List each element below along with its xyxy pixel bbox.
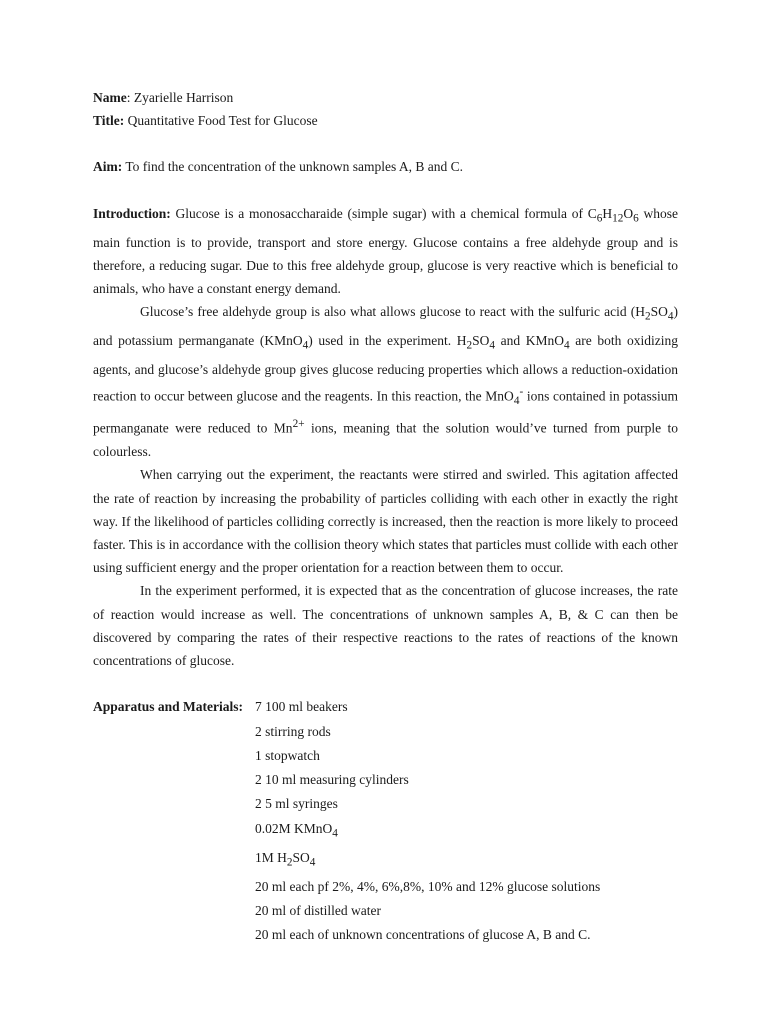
item-text: SO [292,849,310,865]
intro-paragraph-1 [93,202,678,301]
intro-paragraph-3: When carrying out the experiment, the reactants were stirred and swirled. This agitation affected the rate of reaction by increasing the probability of particles colliding with each other in exactly the right way. If the likelihood of particles colliding correctly is increased, then the reaction is more likely to proceed faster. This is in accordance with the collision theory which states that particles must collide with each other using sufficient energy and the proper orientation for a reaction between them to occur. [93,467,678,576]
superscript: 2+ [292,418,305,431]
spacer [93,132,678,155]
subscript: 12 [612,212,624,225]
name-line [93,86,678,109]
intro-text: H [602,205,613,221]
intro-text: SO [650,304,668,320]
subscript: 4 [667,310,674,323]
apparatus-label: Apparatus and Materials: [93,699,244,715]
intro-text: ions, meaning that the solution would’ve turned from purple to colourless. [93,420,678,460]
title-line [93,109,678,132]
intro-text: Glucose’s free aldehyde group is also what allows glucose to react with the sulfuric acid (H [140,304,645,320]
intro-text: ) and potassium permanganate (KMnO [93,304,678,348]
subscript: 4 [302,339,309,352]
intro-text: and KMnO [494,333,564,348]
spacer [93,179,678,202]
intro-text: are both oxidizing agents, and glucose’s aldehyde group gives glucose reducing properties which allows a reduction-oxidation reaction to occur between glucose and the reagents. In this reaction, the MnO [93,333,678,404]
title-label: Title: [93,113,125,129]
intro-text: SO [472,333,490,348]
list-item [255,817,600,846]
subscript: 6 [596,212,603,225]
subscript: 2 [286,856,293,869]
subscript: 4 [489,339,495,352]
subscript: 4 [564,339,570,352]
superscript: - [519,386,524,399]
intro-text: ) used in the experiment. H [308,333,467,348]
aim-label: Aim: [93,159,123,175]
spacer [93,672,678,695]
apparatus-section [93,695,678,947]
list-item: 2 stirring rods [255,723,331,739]
intro-paragraph-2 [93,300,678,463]
item-text: 0.02M KMnO [255,820,333,836]
intro-text: Glucose is a monosaccharaide (simple sugar) with a chemical formula of C [170,205,597,221]
subscript: 4 [309,856,316,869]
intro-paragraph-4: In the experiment performed, it is expected that as the concentration of glucose increases, the rate of reaction would increase as well. The concentrations of unknown samples A, B, & C can then be discovered by comparing the rates of their respective reactions to the rates of reactions of the known concentrations of glucose. [93,583,678,669]
list-item: 20 ml each of unknown concentrations of glucose A, B and C. [255,927,591,943]
list-item: 2 10 ml measuring cylinders [255,772,409,788]
title-value: Quantitative Food Test for Glucose [124,113,318,129]
intro-text: whose main function is to provide, transport and store energy. Glucose contains a free aldehyde group and is therefore, a reducing sugar. Due to this free aldehyde group, glucose is very reactive which is beneficial to animals, who have a constant energy demand. [93,205,678,296]
name-label: Name [93,90,127,105]
list-item: 20 ml of distilled water [255,902,381,918]
subscript: 4 [332,827,338,840]
intro-text: O [623,205,634,221]
subscript: 4 [513,395,520,408]
item-text: 1M H [255,849,287,865]
list-item: 20 ml each pf 2%, 4%, 6%,8%, 10% and 12% glucose solutions [255,878,601,894]
apparatus-list [255,695,600,947]
subscript: 2 [644,310,651,323]
list-item: 1 stopwatch [255,747,320,763]
list-item: 2 5 ml syringes [255,796,338,812]
aim-line [93,155,678,178]
aim-text: To find the concentration of the unknown samples A, B and C. [122,159,463,175]
subscript: 2 [466,339,473,352]
intro-text: ions contained in potassium permanganate were reduced to Mn [93,388,678,436]
intro-label: Introduction: [93,205,171,221]
document-page [93,86,678,948]
name-value: : Zyarielle Harrison [126,90,234,105]
subscript: 6 [633,212,639,225]
list-item [255,846,600,875]
list-item: 7 100 ml beakers [255,699,348,715]
